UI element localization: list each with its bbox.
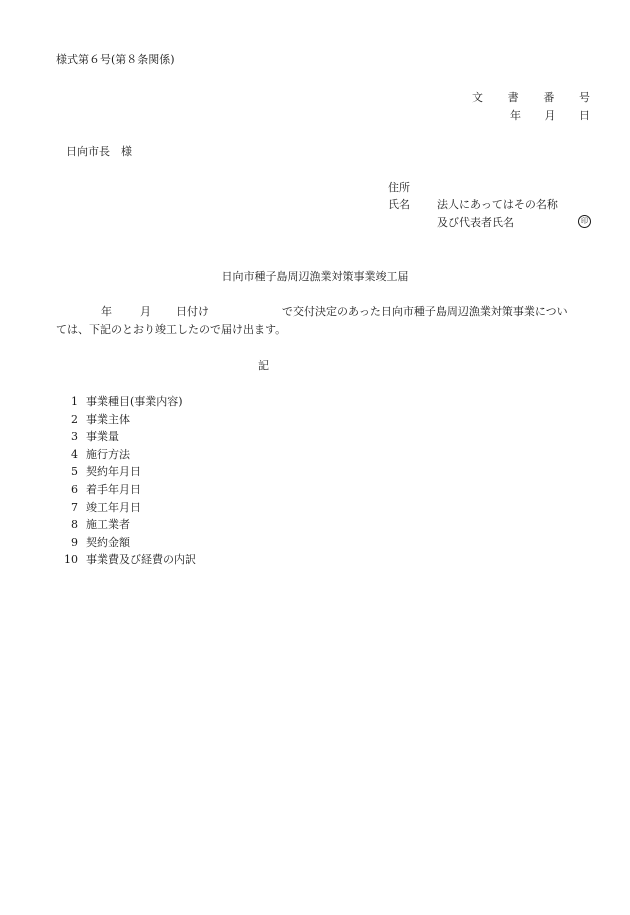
item-number: 6	[71, 482, 78, 496]
body-month: 月	[140, 305, 151, 318]
item-label: 竣工年月日	[86, 500, 141, 514]
list-item	[56, 519, 196, 537]
list-item	[56, 396, 196, 414]
corporation-name-note: 法人にあってはその名称	[437, 198, 558, 211]
document-number-char: 文	[472, 91, 483, 104]
document-date-label	[510, 110, 590, 121]
body-line-1: で交付決定のあった日向市種子島周辺漁業対策事業につい	[282, 305, 568, 318]
representative-name-note: 及び代表者氏名	[437, 216, 514, 229]
addressee: 日向市長 様	[66, 145, 132, 158]
seal-mark: 印	[578, 215, 591, 228]
date-day-char: 日	[579, 109, 590, 122]
document-number-char: 号	[578, 91, 590, 104]
list-item	[56, 502, 196, 520]
item-label: 契約金額	[86, 535, 130, 549]
list-item	[56, 449, 196, 467]
item-number: 9	[71, 535, 78, 549]
item-number: 2	[71, 412, 78, 426]
document-title: 日向市種子島周辺漁業対策事業竣工届	[221, 270, 409, 283]
item-number: 10	[64, 553, 78, 567]
item-list	[56, 396, 196, 572]
name-label: 氏名	[388, 198, 410, 211]
document-number-label	[472, 92, 590, 103]
document-number-char: 書	[507, 91, 519, 104]
item-number: 8	[71, 518, 78, 532]
item-number: 3	[71, 430, 78, 444]
address-label: 住所	[388, 181, 410, 194]
list-item	[56, 484, 196, 502]
item-label: 契約年月日	[86, 465, 141, 479]
list-item	[56, 537, 196, 555]
item-number: 7	[71, 500, 78, 514]
body-line-2: ては、下記のとおり竣工したので届け出ます。	[56, 323, 287, 336]
list-item	[56, 431, 196, 449]
list-item	[56, 414, 196, 432]
form-number: 様式第６号(第８条関係)	[56, 53, 175, 66]
list-item	[56, 554, 196, 572]
item-label: 着手年月日	[86, 482, 141, 496]
date-month-char: 月	[544, 109, 556, 122]
document-number-char: 番	[543, 91, 555, 104]
body-year: 年	[101, 305, 112, 318]
item-label: 施行方法	[86, 447, 130, 461]
item-label: 事業主体	[86, 412, 130, 426]
ki-heading: 記	[258, 359, 269, 372]
item-label: 事業量	[86, 430, 119, 444]
item-label: 事業費及び経費の内訳	[86, 553, 196, 567]
list-item	[56, 466, 196, 484]
item-number: 4	[71, 447, 78, 461]
item-label: 事業種目(事業内容)	[86, 395, 183, 408]
body-day-suffix: 日付け	[176, 305, 209, 318]
item-number: 5	[71, 465, 78, 479]
date-year-char: 年	[510, 109, 521, 122]
item-label: 施工業者	[86, 518, 130, 532]
item-number: 1	[71, 395, 78, 408]
